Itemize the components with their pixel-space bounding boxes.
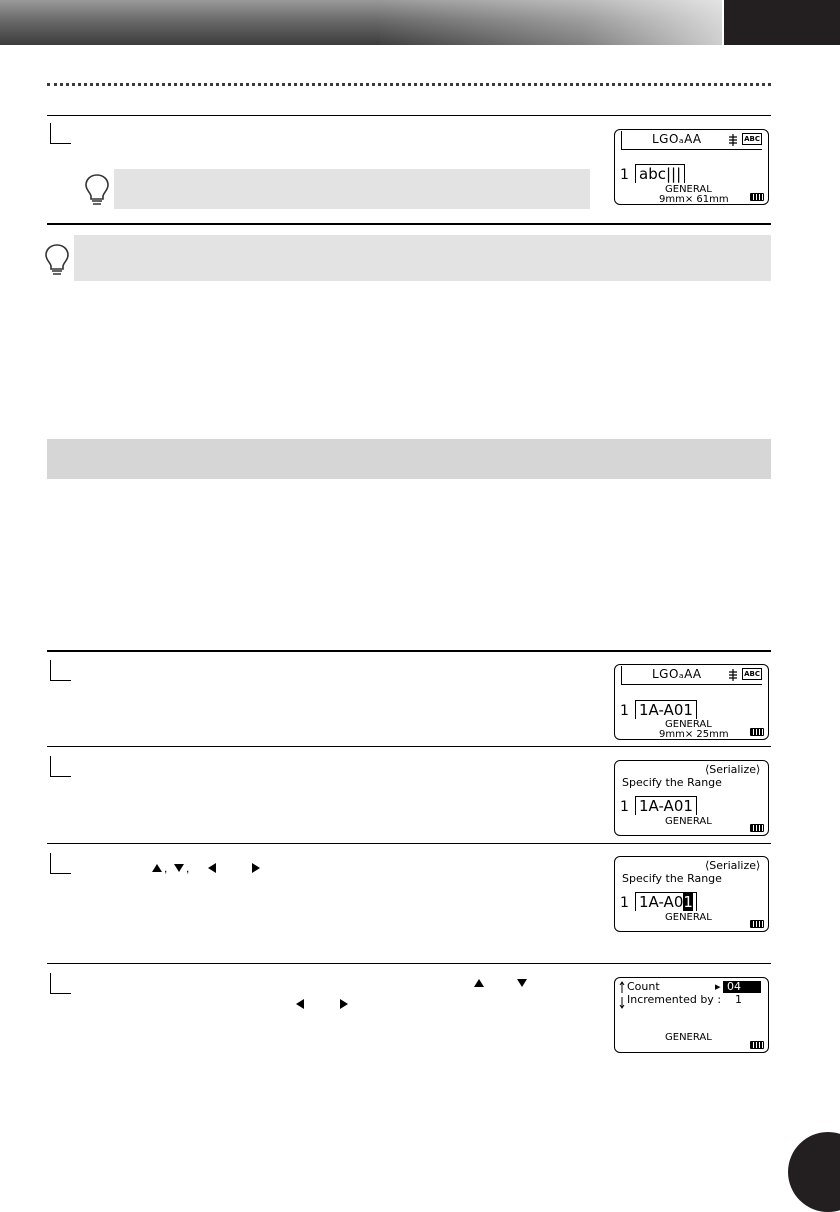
scroll-arrows-icon [619, 981, 625, 1009]
battery-icon [750, 193, 764, 201]
lcd-line-number: 1 [620, 799, 629, 815]
lcd-screen-serial-text [614, 664, 769, 740]
arrow-separator: , [186, 861, 190, 875]
page-header-sheen [380, 0, 722, 45]
lightbulb-icon [84, 173, 110, 207]
step-marker [50, 123, 71, 144]
lcd-line-number: 1 [620, 895, 629, 911]
lcd-screen-serialize-range [614, 760, 769, 836]
step-marker [50, 756, 71, 777]
lcd-font-indicators: LGOₐAΑ [652, 667, 702, 681]
step-divider [47, 115, 771, 116]
step-divider [47, 963, 771, 964]
lcd-screen-text-entry [614, 129, 769, 205]
lcd-text [635, 164, 685, 183]
lcd-format: GENERAL [665, 184, 712, 195]
lcd-screen-serialize-select [614, 856, 769, 932]
step-divider [47, 746, 771, 747]
lcd-style-indicator: ABC [744, 670, 760, 678]
battery-icon [750, 824, 764, 832]
lcd-prompt: Specify the Range [622, 776, 722, 789]
page-header-bar [0, 0, 722, 45]
lcd-size: 9mm× 61mm [659, 194, 729, 205]
lcd-increment-value: 1 [735, 993, 742, 1006]
lcd-selected-char: 1 [683, 893, 693, 911]
arrow-separator: , [164, 861, 168, 875]
lcd-text-value: abc [639, 165, 666, 183]
lcd-font-indicators: LGOₐAΑ [652, 132, 702, 146]
lcd-format: GENERAL [665, 912, 712, 923]
lcd-style-indicator: ABC [744, 135, 760, 143]
step-marker [50, 853, 71, 874]
lcd-text [635, 892, 697, 911]
lcd-mode-title: ⟨Serialize⟩ [705, 763, 761, 776]
page-number-tab [788, 1132, 840, 1212]
step-divider [47, 843, 771, 844]
step-marker [50, 973, 71, 994]
lcd-cursor-chars: ||| [665, 165, 682, 183]
lcd-text: 1A-A01 [635, 700, 697, 719]
battery-icon [750, 920, 764, 928]
lightbulb-icon [44, 243, 70, 277]
arrow-left-icon [208, 863, 216, 873]
arrow-down-icon [174, 864, 184, 872]
tip-box [74, 235, 771, 281]
battery-icon [750, 1041, 764, 1049]
lcd-count-value: 04 [723, 981, 761, 993]
align-icon [728, 134, 738, 146]
arrow-up-icon [152, 864, 162, 872]
lcd-size: 9mm× 25mm [659, 729, 729, 740]
lcd-line-number: 1 [620, 703, 629, 719]
lcd-cursor-arrow: ▸ [715, 980, 721, 993]
lcd-format: GENERAL [665, 1032, 712, 1043]
tip-box [114, 169, 590, 209]
arrow-up-icon [474, 979, 484, 987]
lcd-format: GENERAL [665, 816, 712, 827]
chapter-tab [724, 0, 840, 45]
lcd-prompt: Specify the Range [622, 872, 722, 885]
align-icon [728, 669, 738, 681]
lcd-line-number: 1 [620, 167, 629, 183]
step-marker [50, 660, 71, 681]
step-divider [47, 650, 771, 652]
lcd-mode-title: ⟨Serialize⟩ [705, 859, 761, 872]
arrow-left-icon [296, 999, 304, 1009]
lcd-header [621, 131, 762, 150]
lcd-count-label: Count [627, 980, 660, 993]
dotted-separator [47, 83, 771, 86]
arrow-down-icon [517, 979, 527, 987]
lcd-format: GENERAL [665, 719, 712, 730]
lcd-text-value: 1A-A0 [639, 893, 684, 911]
lcd-increment-label: Incremented by : [627, 993, 722, 1006]
lcd-header [621, 666, 762, 685]
battery-icon [750, 728, 764, 736]
section-heading-bar [47, 439, 771, 479]
lcd-text: 1A-A01 [635, 796, 697, 815]
arrow-right-icon [340, 999, 348, 1009]
section-divider [47, 223, 771, 225]
lcd-screen-count-settings [614, 977, 769, 1053]
arrow-right-icon [252, 863, 260, 873]
